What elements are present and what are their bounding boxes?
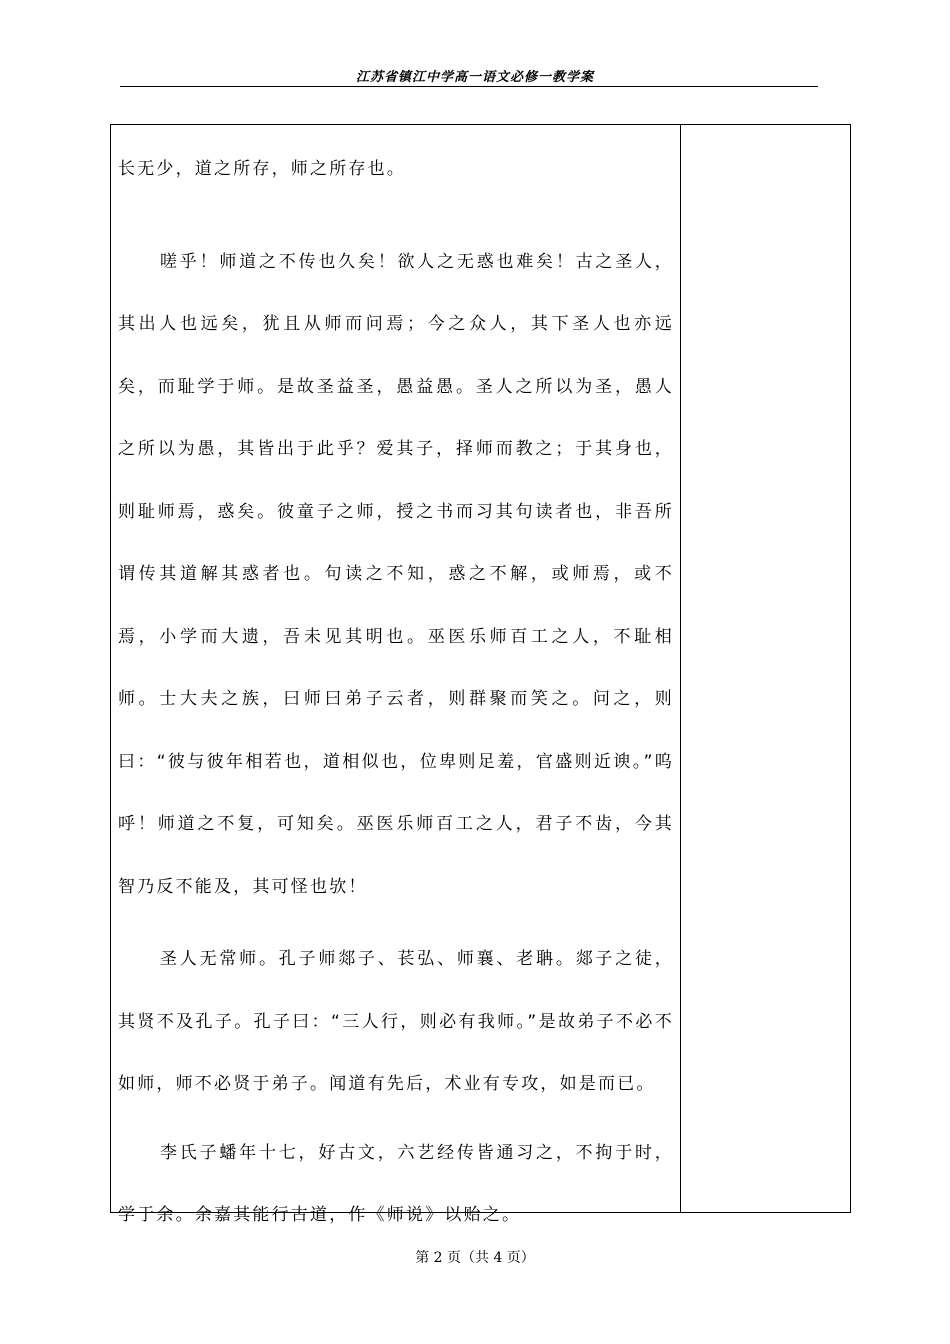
paragraph-gap: [118, 201, 674, 231]
notes-column: [681, 125, 850, 1212]
header-title: 江苏省镇江中学高一语文必修一教学案: [355, 70, 594, 85]
paragraph-gap: [118, 918, 674, 928]
paragraph-4: 李氏子蟠年十七，好古文，六艺经传皆通习之，不拘于时，学于余。余嘉其能行古道，作《师说》以贻之。: [118, 1142, 674, 1225]
paragraph-3: 圣人无常师。孔子师郯子、苌弘、师襄、老聃。郯子之徒，其贤不及孔子。孔子曰：“三人行，则必有我师。”是故弟子不必不如师，师不必贤于弟子。闻道有先后，术业有专攻，如是而已。: [118, 949, 674, 1094]
page-number: 第 2 页（共 4 页）: [415, 1250, 535, 1266]
paragraph-2: 嗟乎！师道之不传也久矣！欲人之无惑也难矣！古之圣人，其出人也远矣，犹且从师而问焉；今之众人，其下圣人也亦远矣，而耻学于师。是故圣益圣，愚益愚。圣人之所以为圣，愚人之所以为愚，其皆出于此乎？爱其子，择师而教之；于其身也，则耻师焉，惑矣。彼童子之师，授之书而习其句读者也，非吾所谓传其道解其惑者也。句读之不知，惑之不解，或师焉，或不焉，小学而大遗，吾未见其明也。巫医乐师百工之人，不耻相师。士大夫之族，曰师曰弟子云者，则群聚而笑之。问之，则曰：“彼与彼年相若也，道相似也，位卑则足羞，官盛则近谀。”呜呼！师道之不复，可知矣。巫医乐师百工之人，君子不齿，今其智乃反不能及，其可怪也欤！: [118, 251, 674, 897]
text-column: [118, 138, 674, 1247]
paragraph-1: 长无少，道之所存，师之所存也。: [118, 159, 406, 179]
header-rule: [120, 86, 818, 87]
